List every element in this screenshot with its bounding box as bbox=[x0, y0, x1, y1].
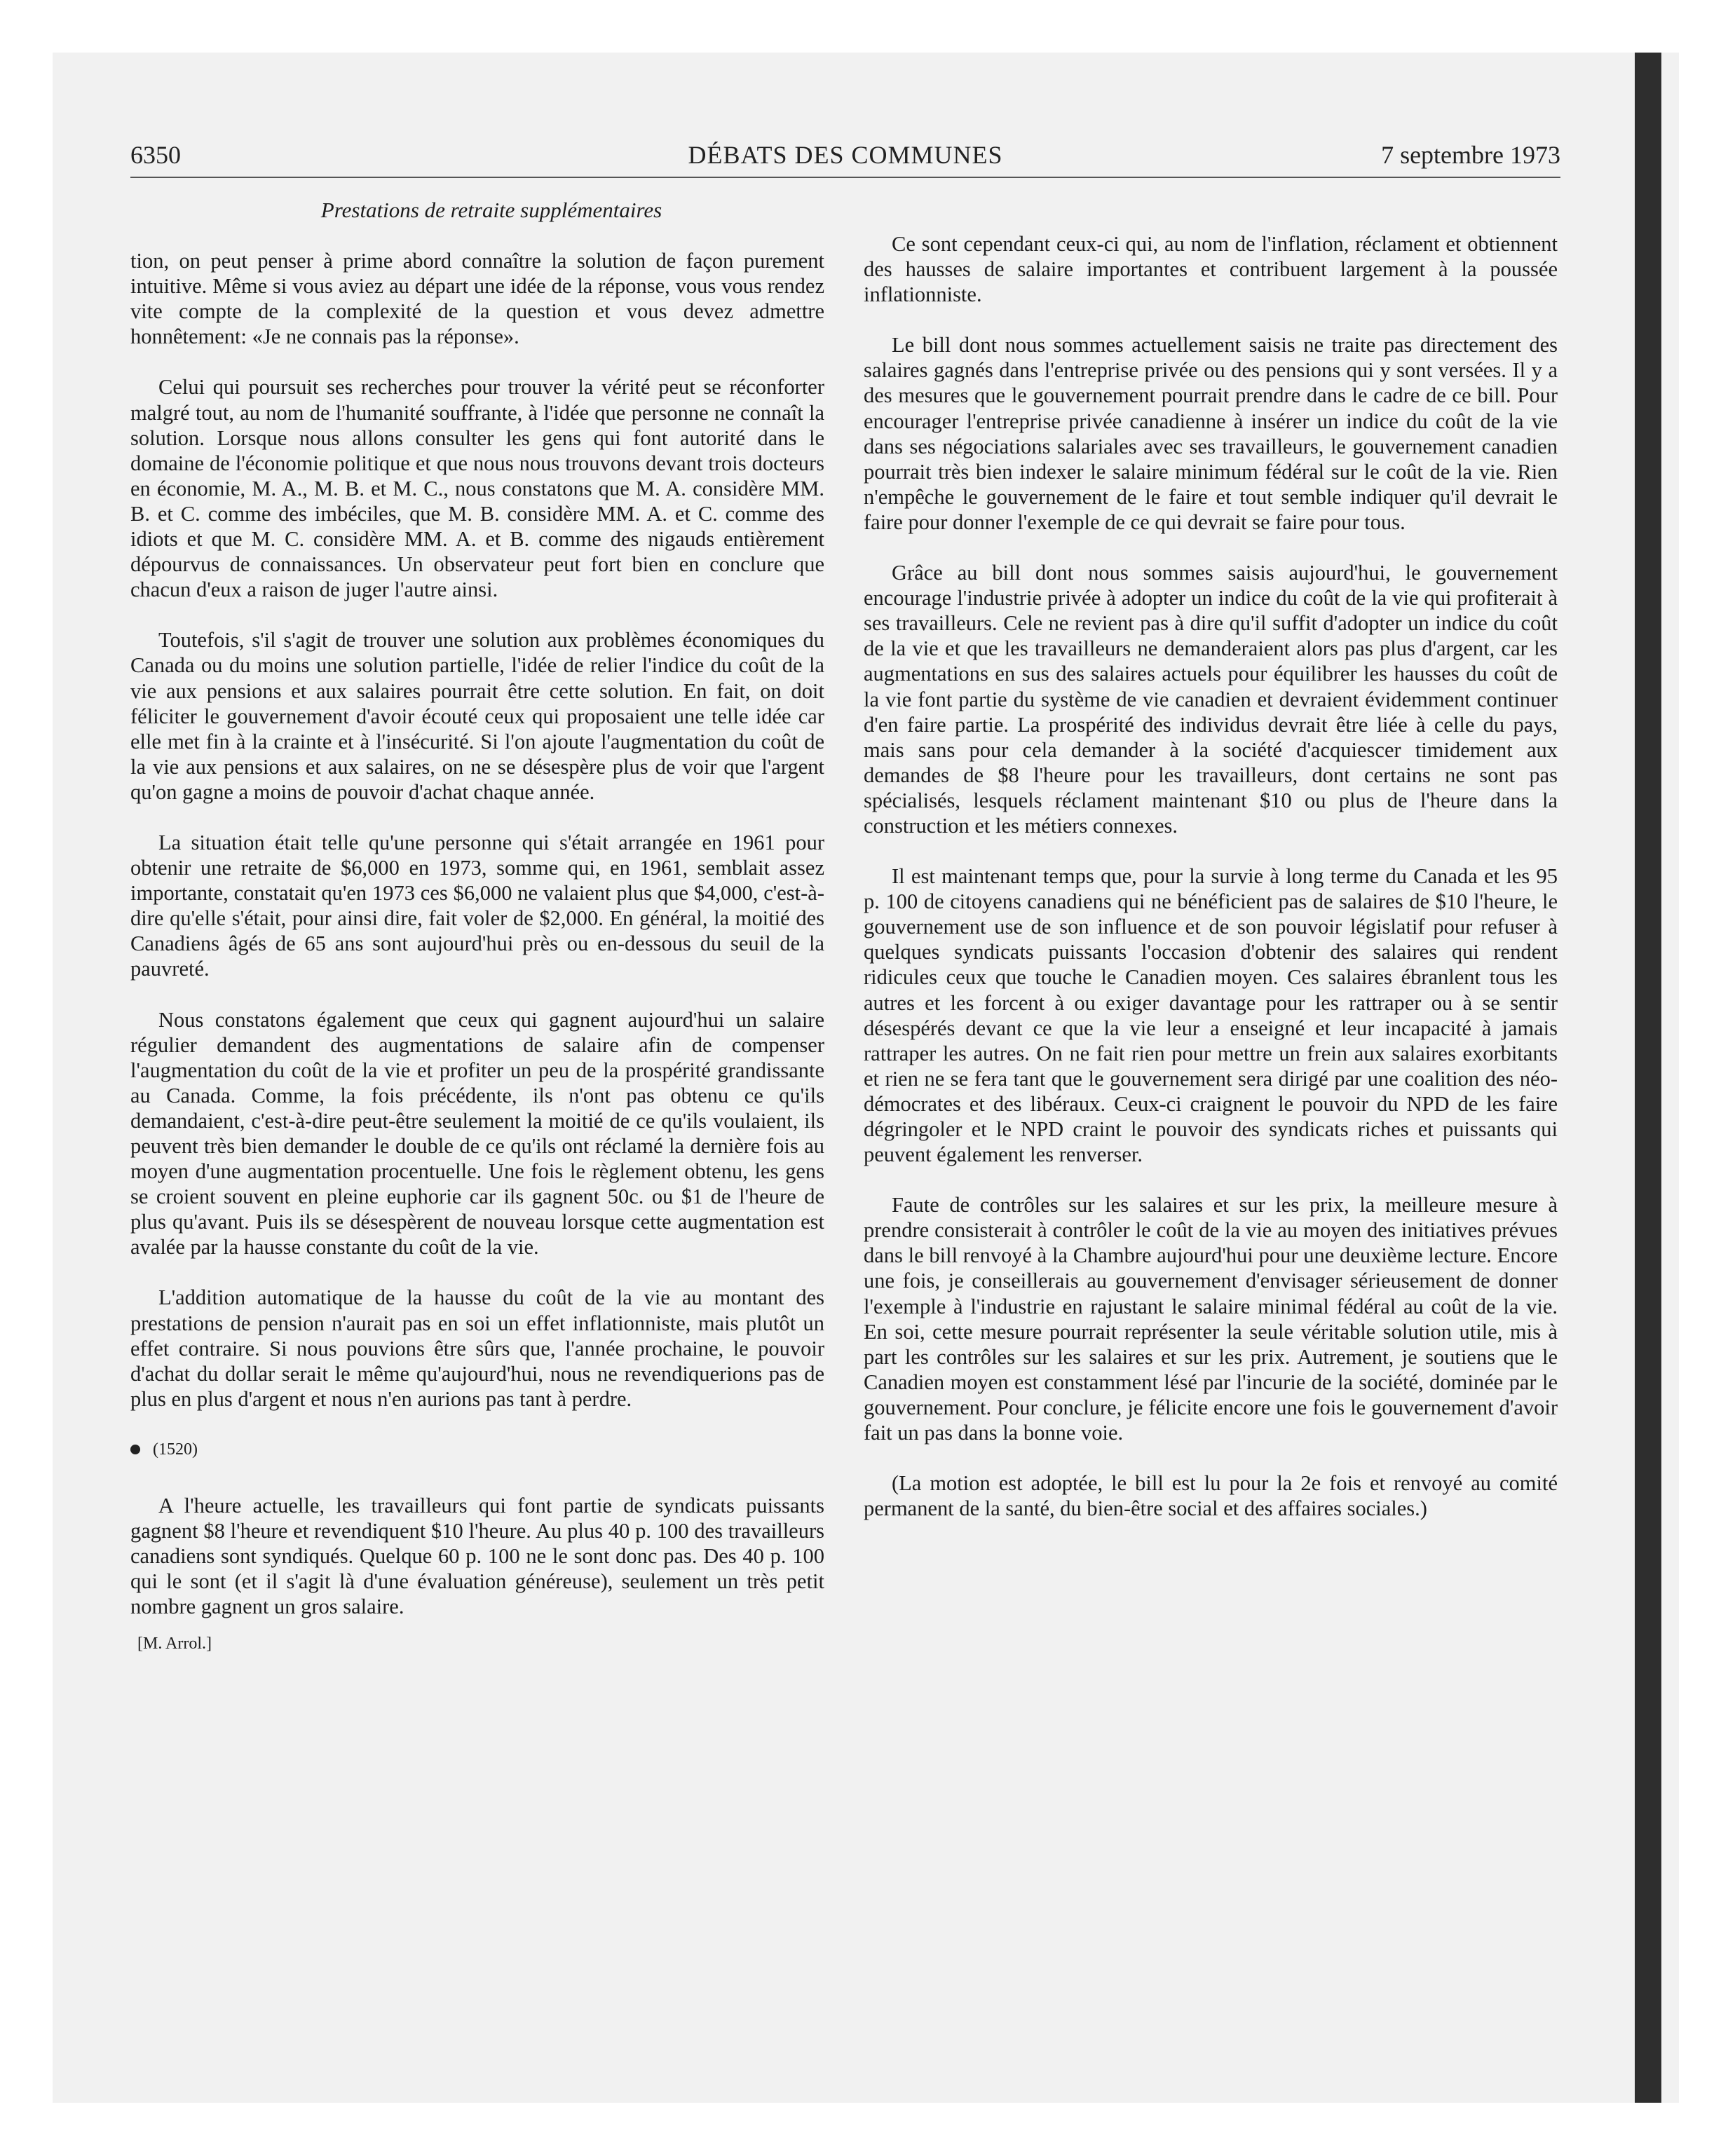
paragraph: Ce sont cependant ceux-ci qui, au nom de l'inflation, réclament et obtiennent des hausses de salaire importantes et contribuent largement à la poussée inflationniste. bbox=[864, 232, 1558, 307]
paragraph: Faute de contrôles sur les salaires et sur les prix, la meilleure mesure à prendre consisterait à contrôler le coût de la vie au moyen des initiatives prévues dans le bill renvoyé à la Chambre aujourd'hui pour une deuxième lecture. Encore une fois, je conseillerais au gouvernement d'envisager sérieusement de donner l'exemple à l'industrie en rajustant le salaire minimal fédéral au coût de la vie. En soi, cette mesure pourrait représenter la seule véritable solution utile, mis à part les contrôles sur les salaires et sur les prix. Autrement, je soutiens que le Canadien moyen est constamment lésé par l'incurie de la société, dominée par le gouvernement. Pour conclure, je félicite encore une fois le gouvernement d'avoir fait un pas dans la bonne voie. bbox=[864, 1193, 1558, 1445]
paragraph: L'addition automatique de la hausse du coût de la vie au montant des prestations de pension n'aurait pas en soi un effet inflationniste, mais plutôt un effet contraire. Si nous pouvions être sûrs que, l'année prochaine, le pouvoir d'achat du dollar serait le même qu'aujourd'hui, nous ne revendiquerions pas de plus en plus d'argent et nous n'en aurions pas tant à perdre. bbox=[130, 1285, 824, 1411]
header-rule bbox=[130, 177, 1560, 178]
bullet-icon bbox=[130, 1445, 140, 1454]
paragraph: tion, on peut penser à prime abord connaître la solution de façon purement intuitive. Même si vous aviez au départ une idée de la réponse, vous vous rendez vite compte de la complexité de la question et vous devez admettre honnêtement: «Je ne connais pas la réponse». bbox=[130, 249, 824, 349]
paragraph: Nous constatons également que ceux qui gagnent aujourd'hui un salaire régulier demandent des augmentations de salaire afin de compenser l'augmentation du coût de la vie et profiter un peu de la prospérité grandissante au Canada. Comme, la fois précédente, ils n'ont pas obtenu ce qu'ils demandaient, c'est-à-dire peut-être seulement la moitié de ce qu'ils voulaient, ils peuvent très bien demander le double de ce qu'ils ont réclamé la dernière fois au moyen d'une augmentation procentuelle. Une fois le règlement obtenu, les gens se croient souvent en pleine euphorie car ils gagnent 50c. ou $1 de l'heure de plus qu'avant. Puis ils se désespèrent de nouveau lorsque cette augmentation est avalée par la hausse constante du coût de la vie. bbox=[130, 1007, 824, 1260]
speaker-tag: [M. Arrol.] bbox=[137, 1634, 212, 1653]
paragraph: Celui qui poursuit ses recherches pour trouver la vérité peut se réconforter malgré tout, au nom de l'humanité souffrante, à l'idée que personne ne connaît la solution. Lorsque nous allons consulter les gens qui font autorité dans le domaine de l'économie politique et que nous nous trouvons devant trois docteurs en économie, M. A., M. B. et M. C., nous constatons que M. A. considère MM. B. et C. comme des imbéciles, que M. B. considère MM. A. et C. comme des idiots et que M. C. considère MM. A. et B. comme des nigauds entièrement dépourvus de connaissances. Un observateur peut fort bien en conclure que chacun d'eux a raison de juger l'autre ainsi. bbox=[130, 375, 824, 602]
scan-edge-shadow bbox=[1635, 53, 1661, 2103]
paragraph: La situation était telle qu'une personne qui s'était arrangée en 1961 pour obtenir une retraite de $6,000 en 1973, somme qui, en 1961, semblait assez importante, constatait qu'en 1973 ces $6,000 ne valaient plus que $4,000, c'est-à-dire qu'elle s'était, pour ainsi dire, fait voler de $2,000. En général, la moitié des Canadiens âgés de 65 ans sont aujourd'hui près ou en-dessous du seuil de la pauvreté. bbox=[130, 830, 824, 981]
time-marker bbox=[130, 1437, 824, 1462]
paragraph: Le bill dont nous sommes actuellement saisis ne traite pas directement des salaires gagnés dans l'entreprise privée ou des pensions qui y sont versées. Il y a des mesures que le gouvernement pourrait prendre dans le cadre de ce bill. Pour encourager l'entreprise privée canadienne à insérer un indice du coût de la vie dans ses négociations salariales avec ses travailleurs, le gouvernement canadien pourrait très bien indexer le salaire minimum fédéral sur le coût de la vie. Rien n'empêche le gouvernement de le faire et tout semble indiquer qu'il devrait le faire pour donner l'exemple de ce qui devrait se faire pour tous. bbox=[864, 333, 1558, 534]
page-number: 6350 bbox=[130, 141, 181, 169]
page-header bbox=[130, 140, 1560, 175]
publication-title: DÉBATS DES COMMUNES bbox=[688, 141, 1003, 169]
publication-date: 7 septembre 1973 bbox=[1381, 141, 1560, 169]
right-column bbox=[864, 231, 1558, 1546]
paragraph: A l'heure actuelle, les travailleurs qui font partie de syndicats puissants gagnent $8 l'heure et revendiquent $10 l'heure. Au plus 40 p. 100 des travailleurs canadiens sont syndiqués. Quelque 60 p. 100 ne le sont donc pas. Des 40 p. 100 qui le sont (et il s'agit là d'une évaluation généreuse), seulement un très petit nombre gagnent un gros salaire. bbox=[130, 1494, 824, 1619]
time-marker-label: (1520) bbox=[153, 1440, 198, 1459]
paragraph: Toutefois, s'il s'agit de trouver une solution aux problèmes économiques du Canada ou du moins une solution partielle, l'idée de relier l'indice du coût de la vie aux pensions et aux salaires pourrait être cette solution. En fait, on doit féliciter le gouvernement d'avoir écouté ceux qui proposaient une telle idée car elle met fin à la crainte et à l'insécurité. Si l'on ajoute l'augmentation du coût de la vie aux pensions et aux salaires, on ne se désespère plus de voir que l'argent qu'on gagne a moins de pouvoir d'achat chaque année. bbox=[130, 628, 824, 804]
paragraph: (La motion est adoptée, le bill est lu pour la 2e fois et renvoyé au comité permanent de la santé, du bien-être social et des affaires sociales.) bbox=[864, 1471, 1558, 1521]
left-column bbox=[130, 198, 824, 1656]
paragraph: Il est maintenant temps que, pour la survie à long terme du Canada et les 95 p. 100 de citoyens canadiens qui ne bénéficient pas de salaires de $10 l'heure, le gouvernement use de son influence et de son pouvoir législatif pour refuser à quelques syndicats puissants l'occasion d'obtenir des salaires qui rendent ridicules ceux que touche le Canadien moyen. Ces salaires ébranlent tous les autres et les forcent à ou exiger davantage pour les rattraper ou à se sentir désespérés devant ce que la vie leur a enseigné et leur incapacité à jamais rattraper les autres. On ne fait rien pour mettre un frein aux salaires exorbitants et rien ne se fera tant que le gouvernement sera dirigé par une coalition des néo-démocrates et des libéraux. Ceux-ci craignent le pouvoir du NPD de les faire dégringoler et le NPD craint le pouvoir des syndicats riches et puissants qui peuvent également les renverser. bbox=[864, 864, 1558, 1167]
section-title: Prestations de retraite supplémentaires bbox=[320, 198, 662, 222]
paragraph: Grâce au bill dont nous sommes saisis aujourd'hui, le gouvernement encourage l'industrie privée à adopter un indice du coût de la vie qui profiterait à ses travailleurs. Cele ne revient pas à dire qu'il suffit d'adopter un indice du coût de la vie et que les travailleurs ne demanderaient alors pas plus d'argent, car les augmentations en sus des salaires actuels pour équilibrer les hausses du coût de la vie font partie du système de vie canadien et devraient évidemment continuer d'en faire partie. La prospérité des individus devrait être liée à celle du pays, mais sans pour cela demander à la société d'acquiescer timidement aux demandes de $8 l'heure pour les travailleurs, dont certains ne sont pas spécialisés, lesquels réclament maintenant $10 ou plus de l'heure dans la construction et les métiers connexes. bbox=[864, 561, 1558, 838]
